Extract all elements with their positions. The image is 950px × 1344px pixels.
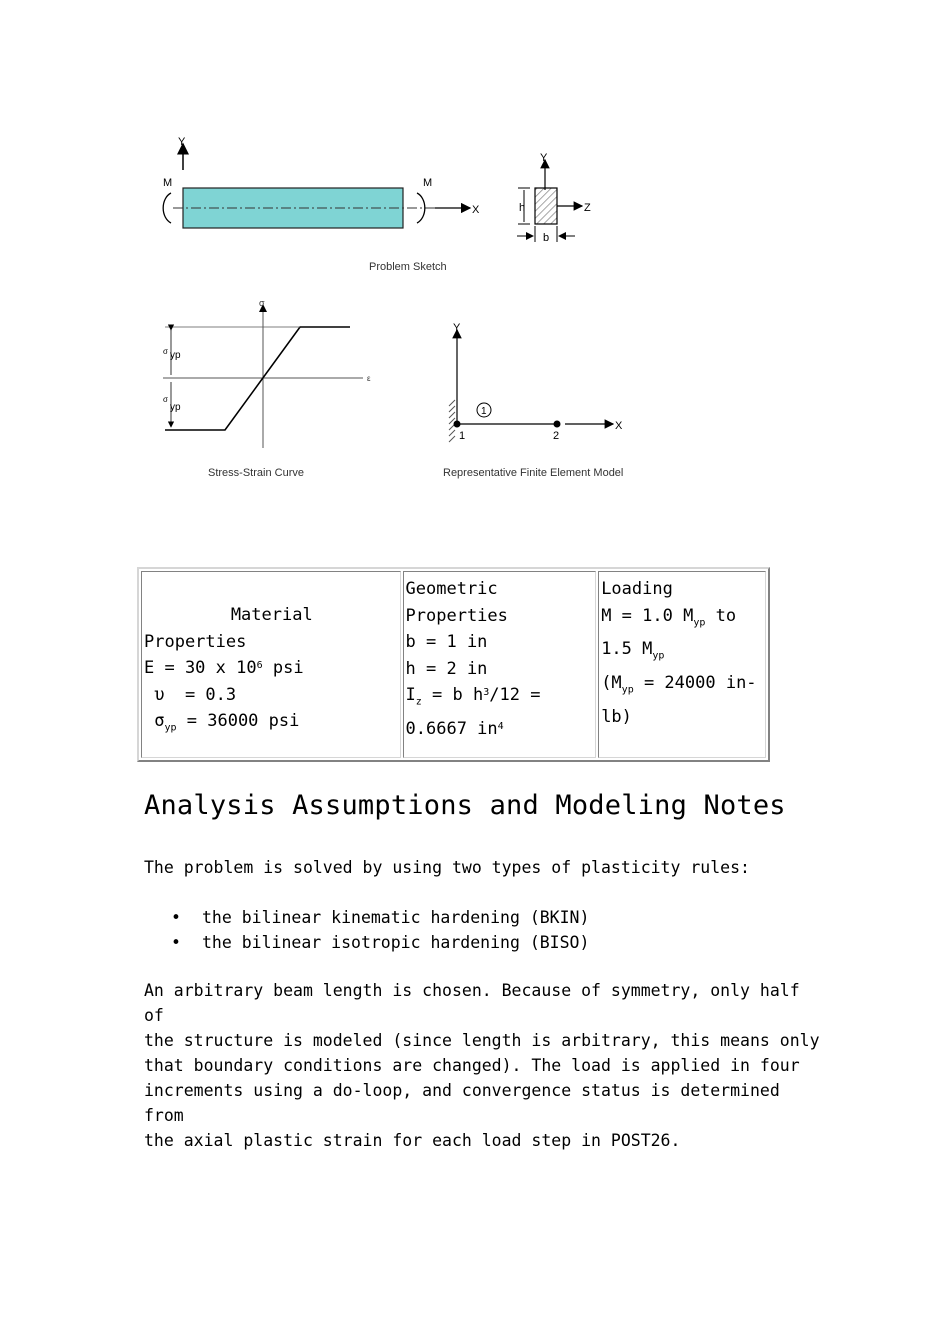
stress-strain-caption: Stress-Strain Curve [208, 467, 304, 479]
loading-line2: 1.5 $M_{yp}$ [601, 639, 665, 662]
section-title: Analysis Assumptions and Modeling Notes [144, 790, 786, 821]
fe-y-label: Y [453, 322, 461, 334]
body-line: the axial plastic strain for each load step in POST26. [144, 1131, 681, 1150]
section-h-label: h [519, 202, 526, 214]
geometric-b: b = 1 in [405, 632, 488, 652]
list-item: • the bilinear kinematic hardening (BKIN) [144, 905, 589, 930]
material-header-line1: Material [230, 605, 313, 625]
body-line: An arbitrary beam length is chosen. Because of symmetry, only half of [144, 981, 800, 1025]
epsilon-label: ε [367, 374, 371, 383]
material-e: E = 30 x $10^6$ psi [144, 658, 304, 678]
loading-line4: lb) [601, 707, 632, 728]
section-intro: The problem is solved by using two types of plasticity rules: [144, 858, 750, 877]
material-sigma-yp: $\sigma_{yp} = 36000$ psi [144, 711, 300, 734]
body-line: the structure is modeled (since length is arbitrary, this means only [144, 1031, 820, 1050]
sigma-yp-top-symbol: σ [163, 347, 168, 356]
section-body [144, 978, 824, 1153]
problem-sketch-caption: Problem Sketch [369, 261, 447, 273]
material-nu: υ = 0.3 [144, 684, 237, 705]
moment-right-label: M [423, 177, 433, 189]
fixed-support-hatch [449, 400, 455, 442]
sigma-yp-bottom-sub: yp [170, 402, 181, 413]
beam-x-label: X [472, 204, 480, 216]
material-header-line2: Properties [144, 631, 247, 652]
section-b-label: b [543, 232, 550, 244]
fe-node-2-label: 2 [553, 430, 560, 442]
sigma-yp-top-sub: yp [170, 350, 181, 361]
geometric-iz: $I_z = b$ $h^3/12$ = [405, 685, 541, 708]
section-y-label: Y [540, 152, 548, 164]
body-line: that boundary conditions are changed). The load is applied in four [144, 1056, 800, 1075]
body-line: increments using a do-loop, and convergence status is determined from [144, 1081, 780, 1125]
sigma-yp-bottom-symbol: σ [163, 395, 168, 404]
loading-line1: M = 1.0 $M_{yp}$ to [601, 605, 737, 628]
problem-figure [135, 130, 675, 490]
list-item: • the bilinear isotropic hardening (BISO) [144, 930, 589, 955]
fe-node-1 [454, 421, 461, 428]
fe-node-2 [554, 421, 561, 428]
section-z-label: Z [584, 202, 591, 214]
loading-line3: ($M_{yp} = 24000$ in- [601, 673, 757, 696]
sigma-label: σ [259, 298, 265, 308]
figure-svg [135, 130, 675, 490]
moment-left-arc [163, 193, 171, 223]
table-row [141, 571, 766, 758]
stress-strain-curve [163, 298, 371, 448]
beam-y-label: Y [178, 136, 186, 148]
fe-x-label: X [615, 420, 623, 432]
material-properties-cell [141, 571, 401, 758]
loading-cell [598, 571, 766, 758]
loading-header: Loading [601, 579, 673, 599]
fe-node-1-label: 1 [459, 430, 466, 442]
fe-element-label: 1 [481, 406, 487, 417]
section-rect [535, 188, 557, 224]
plasticity-rules-list [144, 905, 589, 955]
geometric-properties-cell [403, 571, 597, 758]
moment-left-label: M [163, 177, 173, 189]
fe-model [449, 322, 623, 442]
fe-model-caption: Representative Finite Element Model [443, 467, 624, 479]
geometric-header: Geometric Properties [405, 579, 508, 626]
geometric-h: h = 2 in [405, 658, 488, 679]
geometric-iz-value: 0.6667 $in^4$ [405, 718, 504, 739]
cross-section [517, 152, 591, 244]
beam-sketch [163, 136, 480, 228]
properties-table [137, 567, 770, 762]
